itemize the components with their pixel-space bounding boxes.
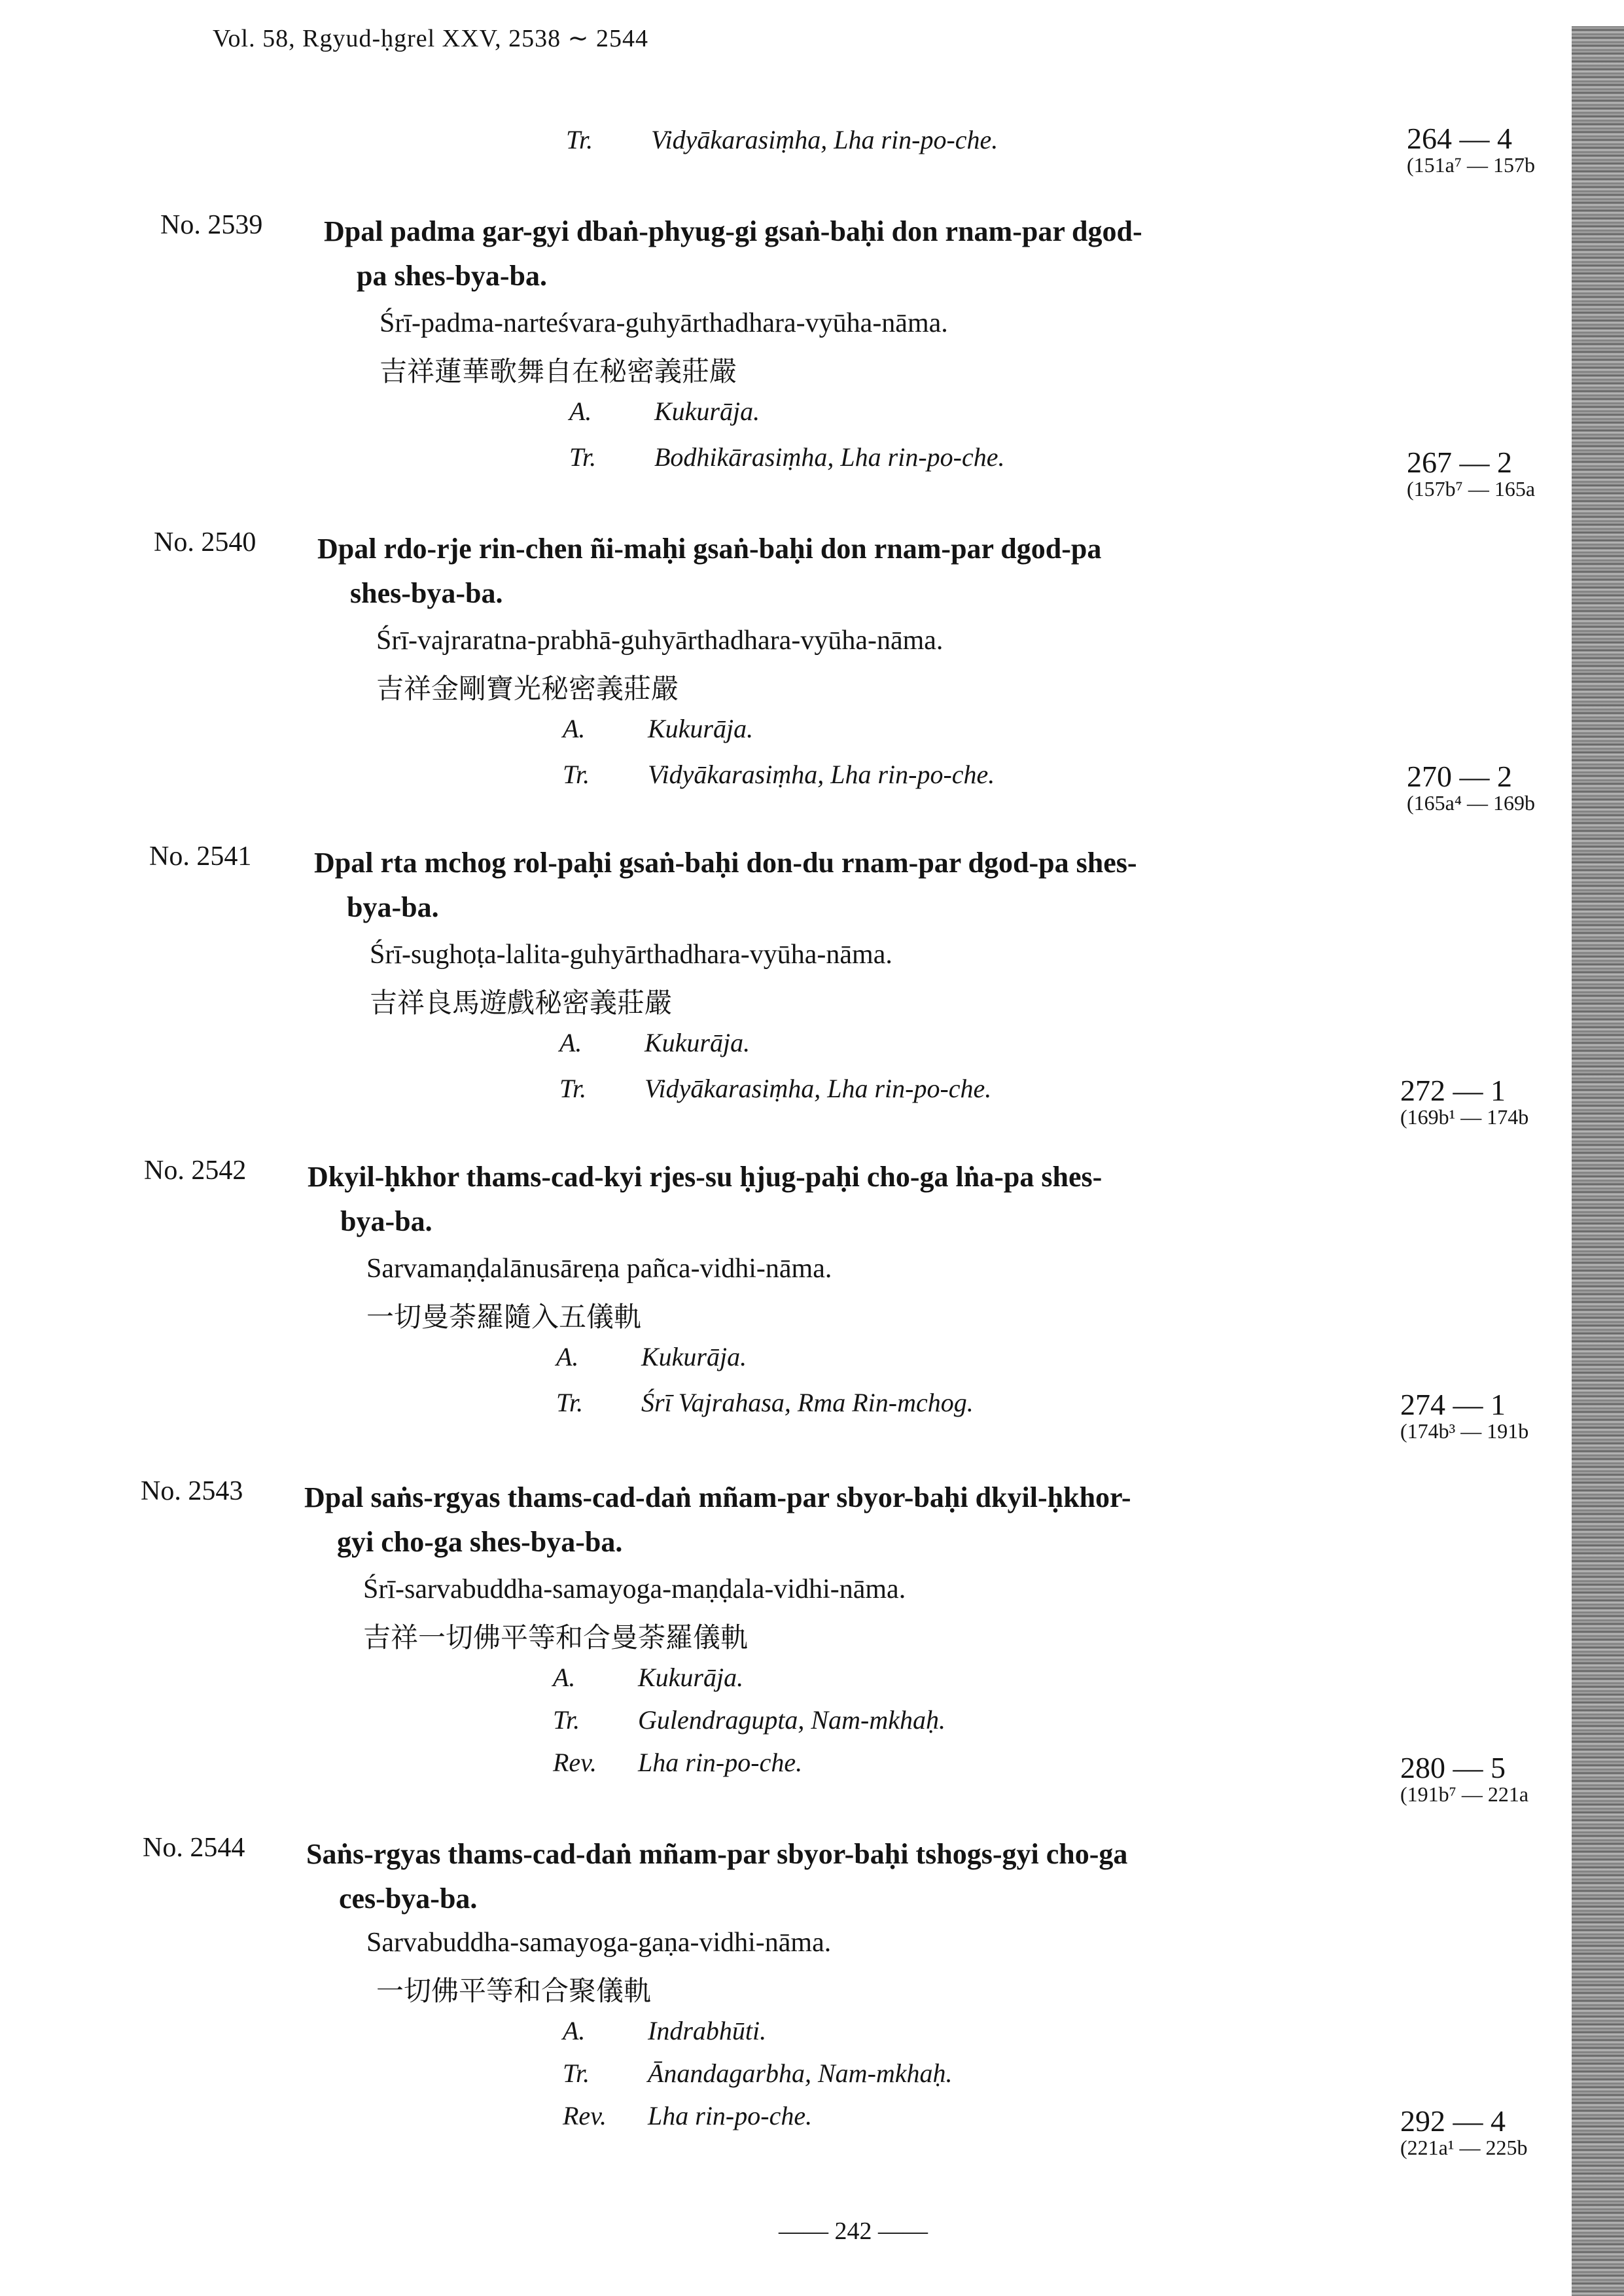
credit-role: Tr. xyxy=(566,125,593,154)
credit-role: A. xyxy=(559,1028,582,1057)
ref-main: 264 — 4 xyxy=(1407,122,1512,155)
credit-role: Tr. xyxy=(563,760,590,789)
title-line-2: shes-bya-ba. xyxy=(350,577,503,609)
ref-main: 270 — 2 xyxy=(1407,760,1512,793)
credit-name: Kukurāja. xyxy=(638,1663,744,1692)
credit-name: Bodhikārasiṃha, Lha rin-po-che. xyxy=(654,442,1005,472)
credit-name: Vidyākarasiṃha, Lha rin-po-che. xyxy=(644,1074,992,1103)
credit-role: A. xyxy=(556,1342,579,1371)
entry-title xyxy=(314,841,1413,930)
title-line-2: pa shes-bya-ba. xyxy=(357,260,547,292)
ref-sub: (157b⁷ — 165a xyxy=(1407,477,1536,501)
credit-name: Vidyākarasiṃha, Lha rin-po-che. xyxy=(651,125,998,154)
credit-role: Tr. xyxy=(569,442,597,472)
ref-main: 272 — 1 xyxy=(1400,1074,1506,1107)
sanskrit-title: Śrī-vajraratna-prabhā-guhyārthadhara-vyūha-nāma. xyxy=(376,626,944,656)
entry-number: No. 2543 xyxy=(141,1476,243,1506)
credit-name: Vidyākarasiṃha, Lha rin-po-che. xyxy=(648,760,995,789)
sanskrit-title: Śrī-sughoṭa-lalita-guhyārthadhara-vyūha-nāma. xyxy=(370,940,892,970)
ref-sub: (174b³ — 191b xyxy=(1400,1419,1529,1443)
credit-role: A. xyxy=(569,397,592,426)
entry-number: No. 2544 xyxy=(143,1833,245,1863)
entry-number: No. 2540 xyxy=(154,527,256,557)
title-line-2: bya-ba. xyxy=(347,891,439,923)
entry-title xyxy=(306,1832,1405,1921)
credit-role: A. xyxy=(563,714,586,743)
ref-sub: (151a⁷ — 157b xyxy=(1407,153,1536,177)
chinese-title: 吉祥蓮華歌舞自在秘密義莊嚴 xyxy=(380,355,737,387)
entry-number: No. 2542 xyxy=(144,1156,247,1186)
title-line-1: Dpal saṅs-rgyas thams-cad-daṅ mñam-par sbyor-baḥi dkyil-ḥkhor- xyxy=(304,1481,1131,1513)
entry-number: No. 2539 xyxy=(160,210,263,240)
credit-name: Kukurāja. xyxy=(641,1342,747,1371)
title-line-1: Dpal rta mchog rol-paḥi gsaṅ-baḥi don-du rnam-par dgod-pa shes- xyxy=(314,847,1137,879)
entry-title xyxy=(317,527,1417,616)
credit-name: Gulendragupta, Nam-mkhaḥ. xyxy=(638,1705,945,1735)
volume-ref xyxy=(1400,1073,1528,1129)
credit-name: Kukurāja. xyxy=(644,1028,750,1057)
page-number: —— 242 —— xyxy=(779,2217,928,2245)
credit-name: Lha rin-po-che. xyxy=(648,2101,813,2130)
title-line-2: bya-ba. xyxy=(340,1205,432,1237)
title-line-2: gyi cho-ga shes-bya-ba. xyxy=(337,1526,623,1558)
volume-ref xyxy=(1400,1750,1528,1807)
credit-name: Śrī Vajrahasa, Rma Rin-mchog. xyxy=(641,1388,974,1417)
ref-sub: (165a⁴ — 169b xyxy=(1407,791,1536,815)
scanned-page-edge xyxy=(1572,26,1624,2296)
ref-main: 274 — 1 xyxy=(1400,1388,1506,1421)
credit-role: Rev. xyxy=(563,2101,607,2130)
credit-role: A. xyxy=(553,1663,576,1692)
credit-role: Tr. xyxy=(553,1705,580,1735)
top-volume-ref xyxy=(1407,121,1535,177)
credit-role: Tr. xyxy=(559,1074,587,1103)
sanskrit-title: Sarvabuddha-samayoga-gaṇa-vidhi-nāma. xyxy=(366,1928,832,1958)
volume-ref xyxy=(1400,1387,1528,1443)
entry-title xyxy=(308,1155,1407,1244)
chinese-title: 一切曼荼羅隨入五儀軌 xyxy=(366,1301,642,1333)
credit-role: Tr. xyxy=(556,1388,584,1417)
title-line-1: Dpal rdo-rje rin-chen ñi-maḥi gsaṅ-baḥi don rnam-par dgod-pa xyxy=(317,533,1102,565)
entry-number: No. 2541 xyxy=(149,841,252,872)
sanskrit-title: Sarvamaṇḍalānusāreṇa pañca-vidhi-nāma. xyxy=(366,1254,832,1284)
credit-role: Tr. xyxy=(563,2058,590,2088)
ref-main: 292 — 4 xyxy=(1400,2104,1506,2138)
ref-main: 280 — 5 xyxy=(1400,1751,1506,1784)
credit-name: Kukurāja. xyxy=(648,714,754,743)
ref-sub: (169b¹ — 174b xyxy=(1400,1105,1529,1129)
running-header: Vol. 58, Rgyud-ḥgrel XXV, 2538 ∼ 2544 xyxy=(213,25,648,52)
title-line-1: Dpal padma gar-gyi dbaṅ-phyug-gi gsaṅ-baḥi don rnam-par dgod- xyxy=(324,215,1142,247)
chinese-title: 吉祥金剛寶光秘密義莊嚴 xyxy=(376,673,679,705)
sanskrit-title: Śrī-padma-narteśvara-guhyārthadhara-vyūha-nāma. xyxy=(380,308,948,338)
volume-ref xyxy=(1400,2104,1527,2160)
credit-role: A. xyxy=(563,2016,586,2045)
credit-name: Ānandagarbha, Nam-mkhaḥ. xyxy=(648,2058,953,2088)
sanskrit-title: Śrī-sarvabuddha-samayoga-maṇḍala-vidhi-nāma. xyxy=(363,1574,906,1604)
volume-ref xyxy=(1407,759,1535,815)
entry-title xyxy=(324,209,1423,298)
volume-ref xyxy=(1407,445,1535,501)
title-line-2: ces-bya-ba. xyxy=(339,1882,478,1915)
chinese-title: 一切佛平等和合聚儀軌 xyxy=(376,1975,652,2007)
credit-name: Kukurāja. xyxy=(654,397,760,426)
credit-role: Rev. xyxy=(553,1748,597,1777)
chinese-title: 吉祥一切佛平等和合曼荼羅儀軌 xyxy=(363,1621,749,1653)
credit-name: Indrabhūti. xyxy=(648,2016,767,2045)
credit-name: Lha rin-po-che. xyxy=(638,1748,803,1777)
entry-title xyxy=(304,1475,1403,1564)
chinese-title: 吉祥良馬遊戲秘密義莊嚴 xyxy=(370,987,673,1019)
title-line-1: Dkyil-ḥkhor thams-cad-kyi rjes-su ḥjug-paḥi cho-ga lṅa-pa shes- xyxy=(308,1161,1103,1193)
ref-sub: (221a¹ — 225b xyxy=(1400,2136,1528,2159)
ref-sub: (191b⁷ — 221a xyxy=(1400,1782,1529,1806)
ref-main: 267 — 2 xyxy=(1407,446,1512,479)
title-line-1: Saṅs-rgyas thams-cad-daṅ mñam-par sbyor-baḥi tshogs-gyi cho-ga xyxy=(306,1838,1128,1870)
